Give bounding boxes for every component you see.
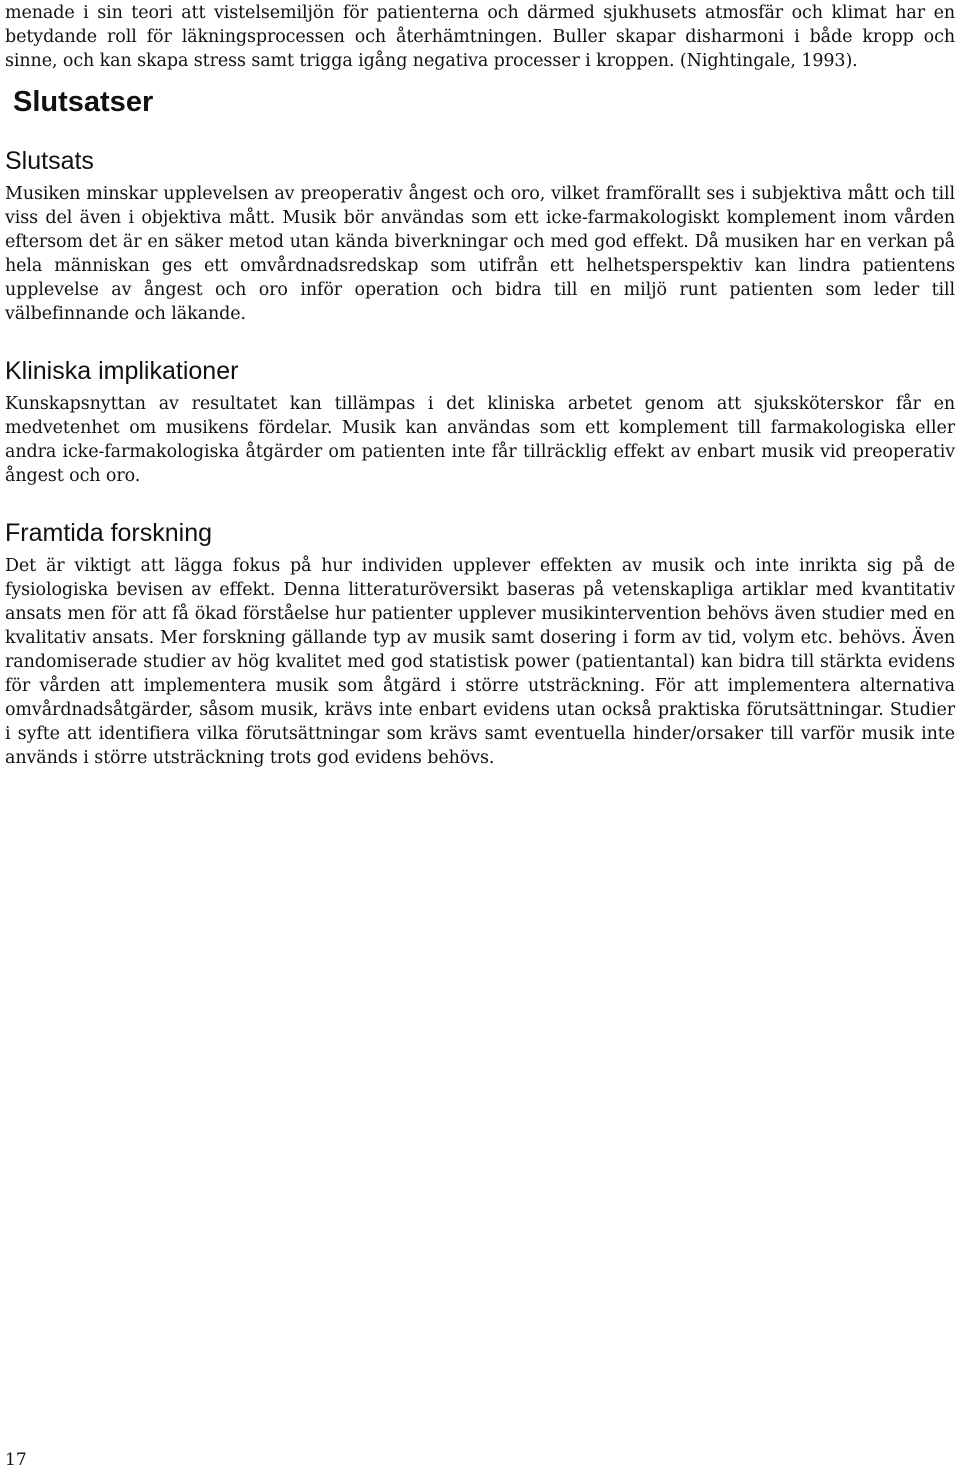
section-paragraph-slutsats: Musiken minskar upplevelsen av preoperativ ångest och oro, vilket framförallt ses i subjektiva mått och till viss del även i objektiva mått. Musik bör användas som ett icke-farmakologiskt komplement inom vården eftersom det är en säker metod utan kända biverkningar och med god effekt. Då musiken har en verkan på hela människan ges ett omvårdnadsredskap som utifrån ett helhetsperspektiv kan lindra patientens upplevelse av ångest och oro inför operation och bidra till en miljö runt patienten som leder till välbefinnande och läkande. xyxy=(5,184,955,324)
section-heading-slutsats: Slutsats xyxy=(5,147,94,175)
section-heading-framtida-forskning: Framtida forskning xyxy=(5,519,213,547)
section-paragraph-kliniska-implikationer: Kunskapsnyttan av resultatet kan tillämpas i det kliniska arbetet genom att sjuksköterskor får en medvetenhet om musikens fördelar. Musik kan användas som ett komplement till farmakologiska eller andra icke-farmakologiska åtgärder om patienten inte får tillräcklig effekt av enbart musik vid preoperativ ångest och oro. xyxy=(5,394,955,486)
section-heading-kliniska-implikationer: Kliniska implikationer xyxy=(5,357,239,385)
intro-paragraph: menade i sin teori att vistelsemiljön för patienterna och därmed sjukhusets atmosfär och klimat har en betydande roll för läkningsprocessen och återhämtningen. Buller skapar disharmoni i både kropp och sinne, och kan skapa stress samt trigga igång negativa processer i kroppen. (Nightingale, 1993). xyxy=(5,3,955,71)
document-page xyxy=(5,0,955,770)
section-paragraph-framtida-forskning: Det är viktigt att lägga fokus på hur individen upplever effekten av musik och inte inrikta sig på de fysiologiska bevisen av effekt. Denna litteraturöversikt baseras på vetenskapliga artiklar med kvantitativ ansats men för att få ökad förståelse hur patienter upplever musikintervention behövs även studier med en kvalitativ ansats. Mer forskning gällande typ av musik samt dosering i form av tid, volym etc. behövs. Även randomiserade studier av hög kvalitet med god statistisk power (patientantal) kan bidra till stärkta evidens för vården att implementera musik som åtgärd i större utsträckning. För att implementera alternativa omvårdnadsåtgärder, såsom musik, krävs inte enbart evidens utan också praktiska förutsättningar. Studier i syfte att identifiera vilka förutsättningar som krävs samt eventuella hinder/orsaker till varför musik inte används i större utsträckning trots god evidens behövs. xyxy=(5,556,955,768)
chapter-title: Slutsatser xyxy=(13,86,154,118)
page-number: 17 xyxy=(5,1450,27,1470)
